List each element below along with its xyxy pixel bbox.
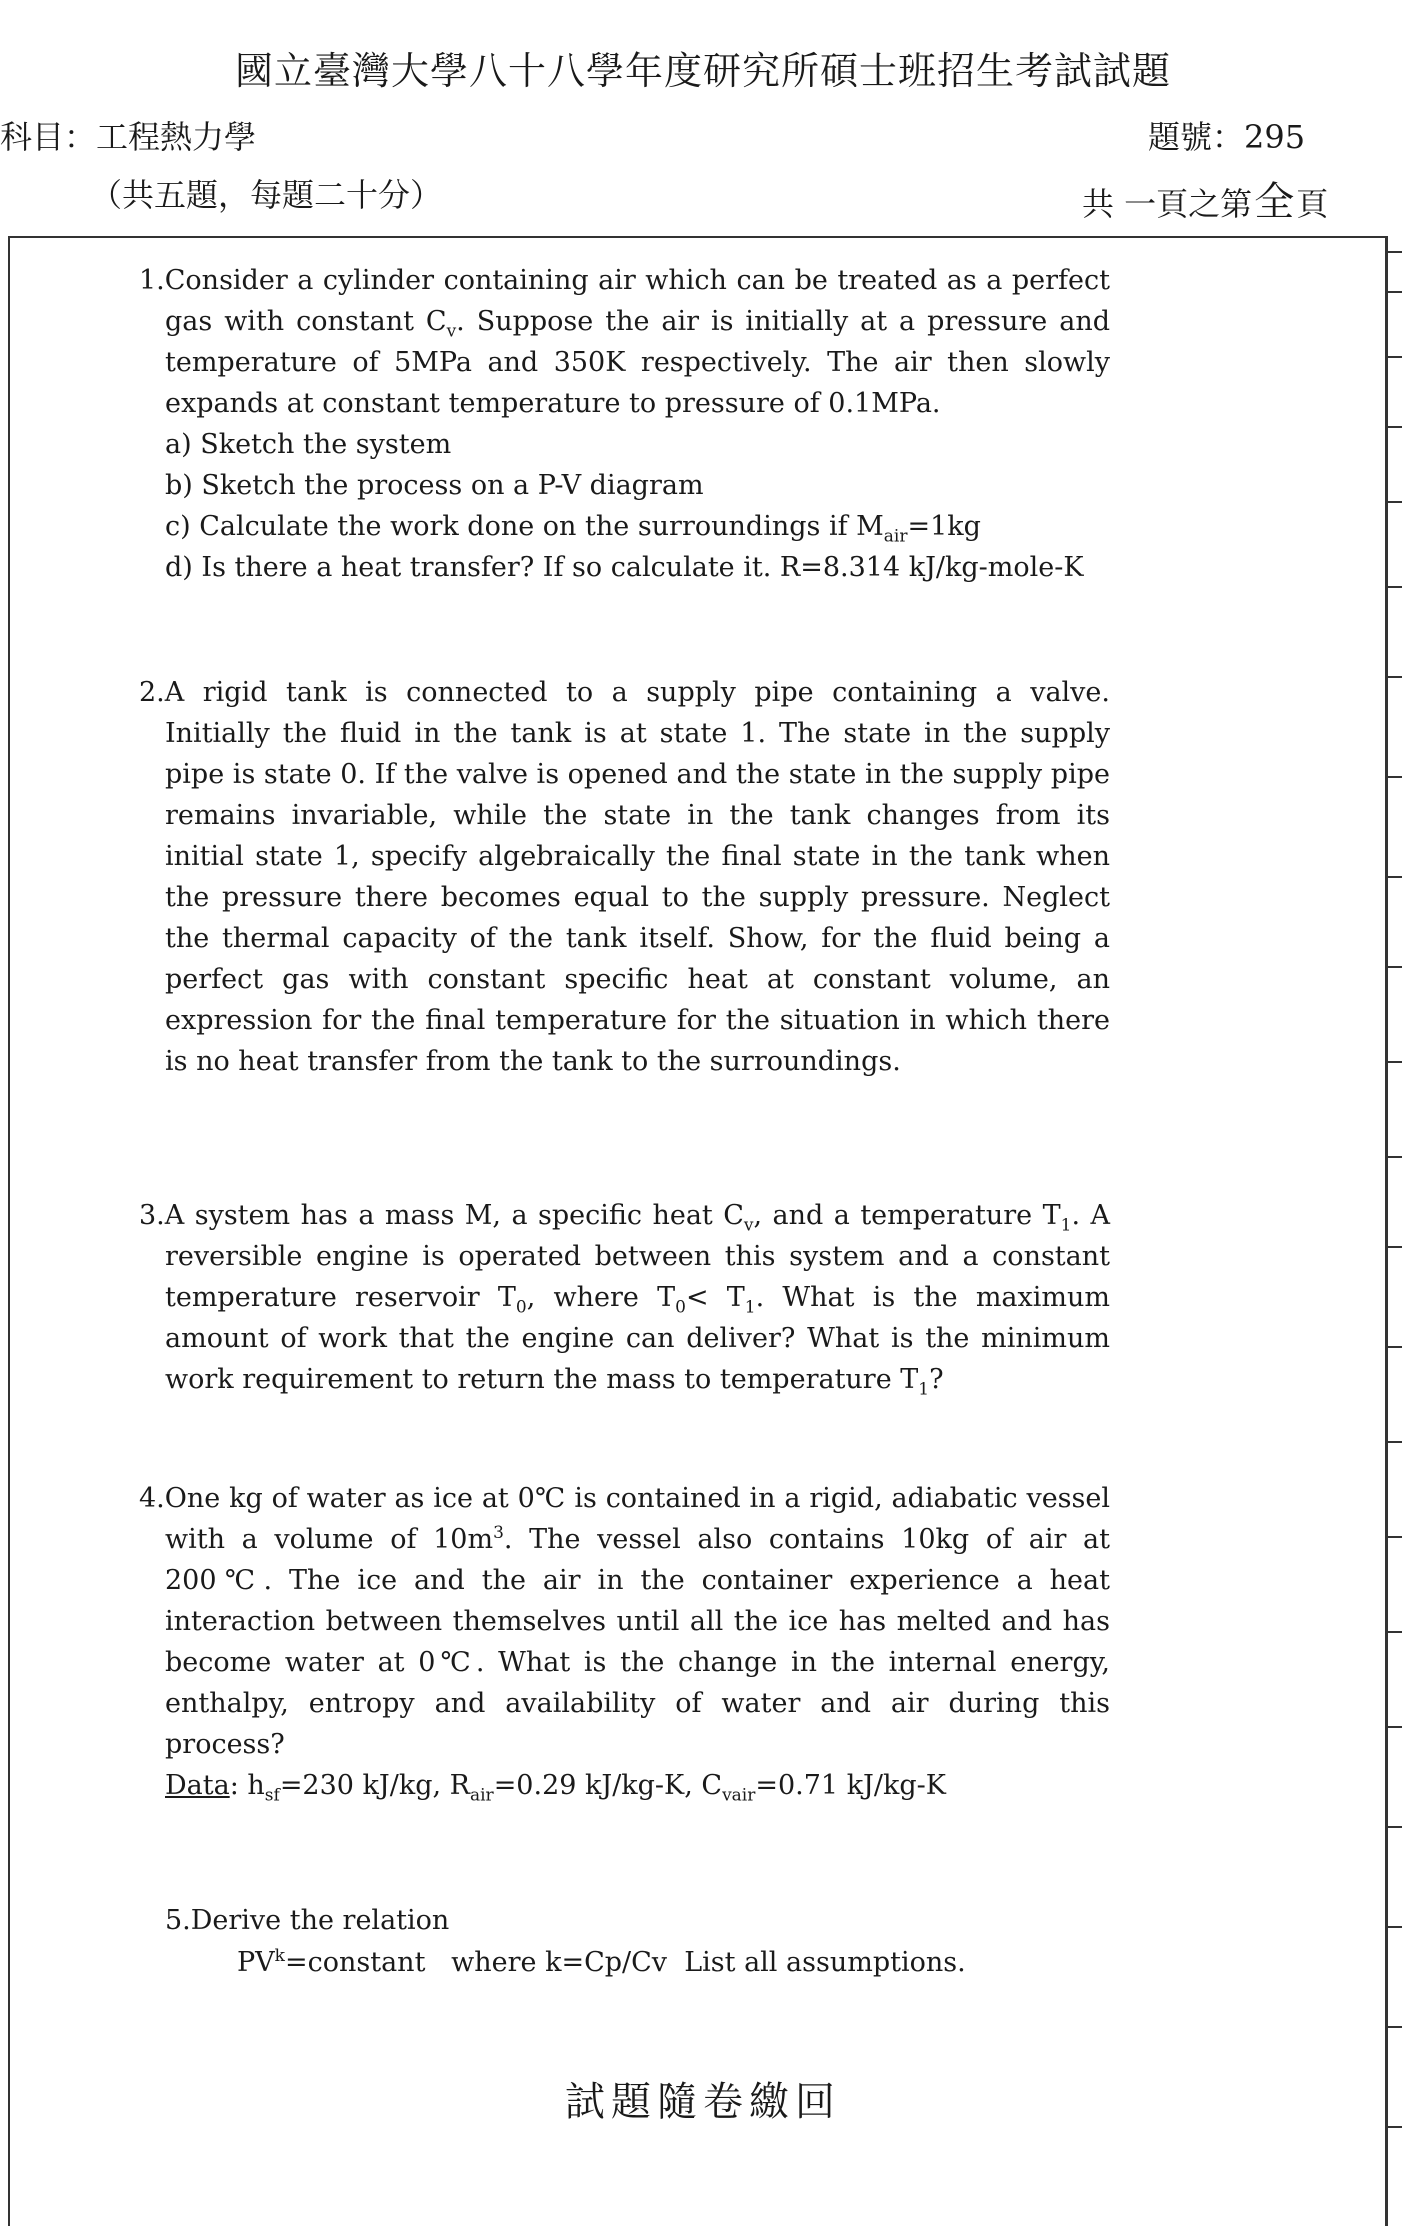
exam-title: 國立臺灣大學八十八學年度研究所碩士班招生考試試題 — [234, 49, 1171, 93]
question-1: 1.Consider a cylinder containing air which can be treated as a perfect gas with constant $C_v$. Suppose the air is initially at a pressure and temperature of 5MPa and 350K respectively. The air then slowly expands at constant temperature to pressure of 0.1MPa. a) Sketch the system b) Sketch the process on a P-V diagram c) Calculate the work done on the surroundings if $M_{air}=1kg$ d) Is there a heat transfer? If so calculate it. R=8.314 kJ/kg-mole-K — [165, 260, 1110, 588]
question-1-part-d: d) Is there a heat transfer? If so calculate it. R=8.314 kJ/kg-mole-K — [165, 552, 1084, 583]
pages-suffix: 頁 — [1296, 185, 1329, 223]
pages-handwritten: 全 — [1254, 179, 1295, 225]
subject-label: 科目：工程熱力學 — [0, 118, 257, 156]
page-count — [1082, 170, 1328, 227]
margin-tick-marks — [1382, 236, 1406, 2211]
question-1-part-c: c) Calculate the work done on the surroundings if $M_{air}=1kg$ — [165, 511, 981, 547]
question-3: 3.A system has a mass M, a specific heat $C_v$, and a temperature $T_1$. A reversible engine is operated between this system and a constant temperature reservoir $T_0$, where $T_0< T_1$. What is the maximum amount of work that the engine can deliver? What is the minimum work requirement to return the mass to temperature $T_1$? — [139, 1200, 1110, 1400]
question-2: 2.A rigid tank is connected to a supply pipe containing a valve. Initially the fluid in the tank is at state 1. The state in the supply pipe is state 0. If the valve is opened and the state in the supply pipe remains invariable, while the state in the tank changes from its initial state 1, specify algebraically the final state in the tank when the pressure there becomes equal to the supply pressure. Neglect the thermal capacity of the tank itself. Show, for the fluid being a perfect gas with constant specific heat at constant volume, an expression for the final temperature for the situation in which there is no heat transfer from the tank to the surroundings. — [139, 677, 1110, 1077]
question-1-part-b: b) Sketch the process on a P-V diagram — [165, 470, 704, 501]
question-4: 4.One kg of water as ice at 0℃ is contained in a rigid, adiabatic vessel with a volume of $10m^3$. The vessel also contains 10kg of air at 200℃. The ice and the air in the container experience a heat interaction between themselves until all the ice has melted and has become water at 0℃. What is the change in the internal energy, enthalpy, entropy and availability of water and air during this process? Data: $h_{sf}=230$ kJ/kg, $R_{air}=0.29$ kJ/kg-K, $C_{vair}=0.71$ kJ/kg-K — [139, 1483, 1110, 1806]
question-1-part-a: a) Sketch the system — [165, 429, 452, 460]
footer-return-notice: 試題隨卷繳回 — [565, 2079, 841, 2125]
question-number: 題號：295 — [1148, 118, 1306, 156]
question-5-formula: $PV^k=constant$ where k=Cp/Cv List all assumptions. — [237, 1946, 966, 1978]
question-4-data: Data: $h_{sf}=230$ kJ/kg, $R_{air}=0.29$ kJ/kg-K, $C_{vair}=0.71$ kJ/kg-K — [165, 1770, 946, 1806]
score-note: （共五題，每題二十分） — [90, 176, 443, 214]
question-5 — [165, 1900, 966, 1984]
pages-prefix: 共 一頁之第 — [1082, 185, 1253, 223]
question-5-prompt: 5.Derive the relation — [165, 1905, 450, 1936]
